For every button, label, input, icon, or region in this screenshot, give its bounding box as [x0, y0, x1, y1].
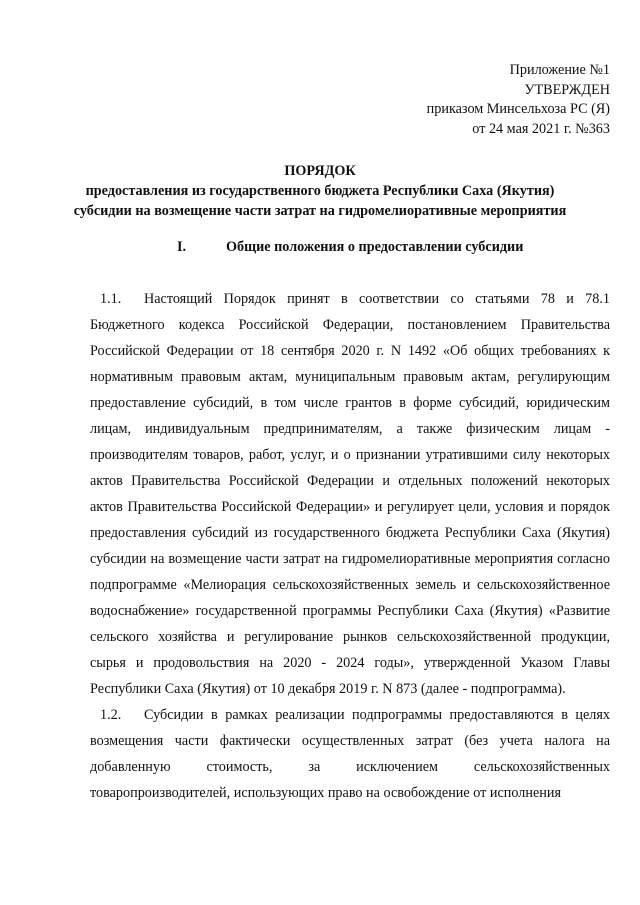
- paragraph-text: Субсидии в рамках реализации подпрограммы предоставляются в целях возмещения части фактически осуществленных затрат (без учета налога на добавленную стоимость, за исключением сельскохозяйственных товаропроизводителей, использующих право на освобождение от исполнения: [90, 707, 610, 801]
- paragraph-text: Настоящий Порядок принят в соответствии со статьями 78 и 78.1 Бюджетного кодекса Российской Федерации, постановлением Правительства Российской Федерации от 18 сентября 2020 г. N 1492 «Об общих требованиях к нормативным правовым актам, муниципальным правовым актам, регулирующим предоставление субсидий, в том числе грантов в форме субсидий, юридическим лицам, индивидуальным предпринимателям, а также физическим лицам - производителям товаров, работ, услуг, и о признании утратившими силу некоторых актов Правительства Российской Федерации и отдельных положений некоторых актов Правительства Российской Федерации» и регулирует цели, условия и порядок предоставления субсидий из государственного бюджета Республики Саха (Якутия) субсидии на возмещение части затрат на гидромелиоративные мероприятия согласно подпрограмме «Мелиорация сельскохозяйственных земель и сельскохозяйственное водоснабжение» государственной программы Республики Саха (Якутия) «Развитие сельского хозяйства и регулирование рынков сельскохозяйственной продукции, сырья и продовольствия на 2020 - 2024 годы», утвержденной Указом Главы Республики Саха (Якутия) от 10 декабря 2019 г. N 873 (далее - подпрограмма).: [90, 291, 610, 697]
- paragraph-number: 1.2.: [100, 707, 122, 723]
- document-heading: [0, 161, 640, 221]
- approved-label: УТВЕРЖДЕН: [524, 81, 610, 98]
- document-subtitle-line-2: субсидии на возмещение части затрат на гидромелиоративные мероприятия: [73, 203, 567, 219]
- order-date: от 24 мая 2021 г. №363: [472, 120, 610, 137]
- appendix-label: Приложение №1: [509, 62, 610, 78]
- paragraph-number: 1.1.: [100, 291, 122, 307]
- order-label: приказом Минсельхоза РС (Я): [426, 101, 610, 117]
- document-body: [90, 286, 610, 806]
- document-title: ПОРЯДОК: [284, 163, 356, 179]
- paragraph: [90, 702, 610, 806]
- section-number: I.: [177, 239, 187, 255]
- paragraph: [90, 286, 610, 702]
- approval-block: [427, 61, 610, 139]
- section-title: Общие положения о предоставлении субсидии: [226, 239, 524, 255]
- document-subtitle-line-1: предоставления из государственного бюджета Республики Саха (Якутия): [85, 183, 555, 199]
